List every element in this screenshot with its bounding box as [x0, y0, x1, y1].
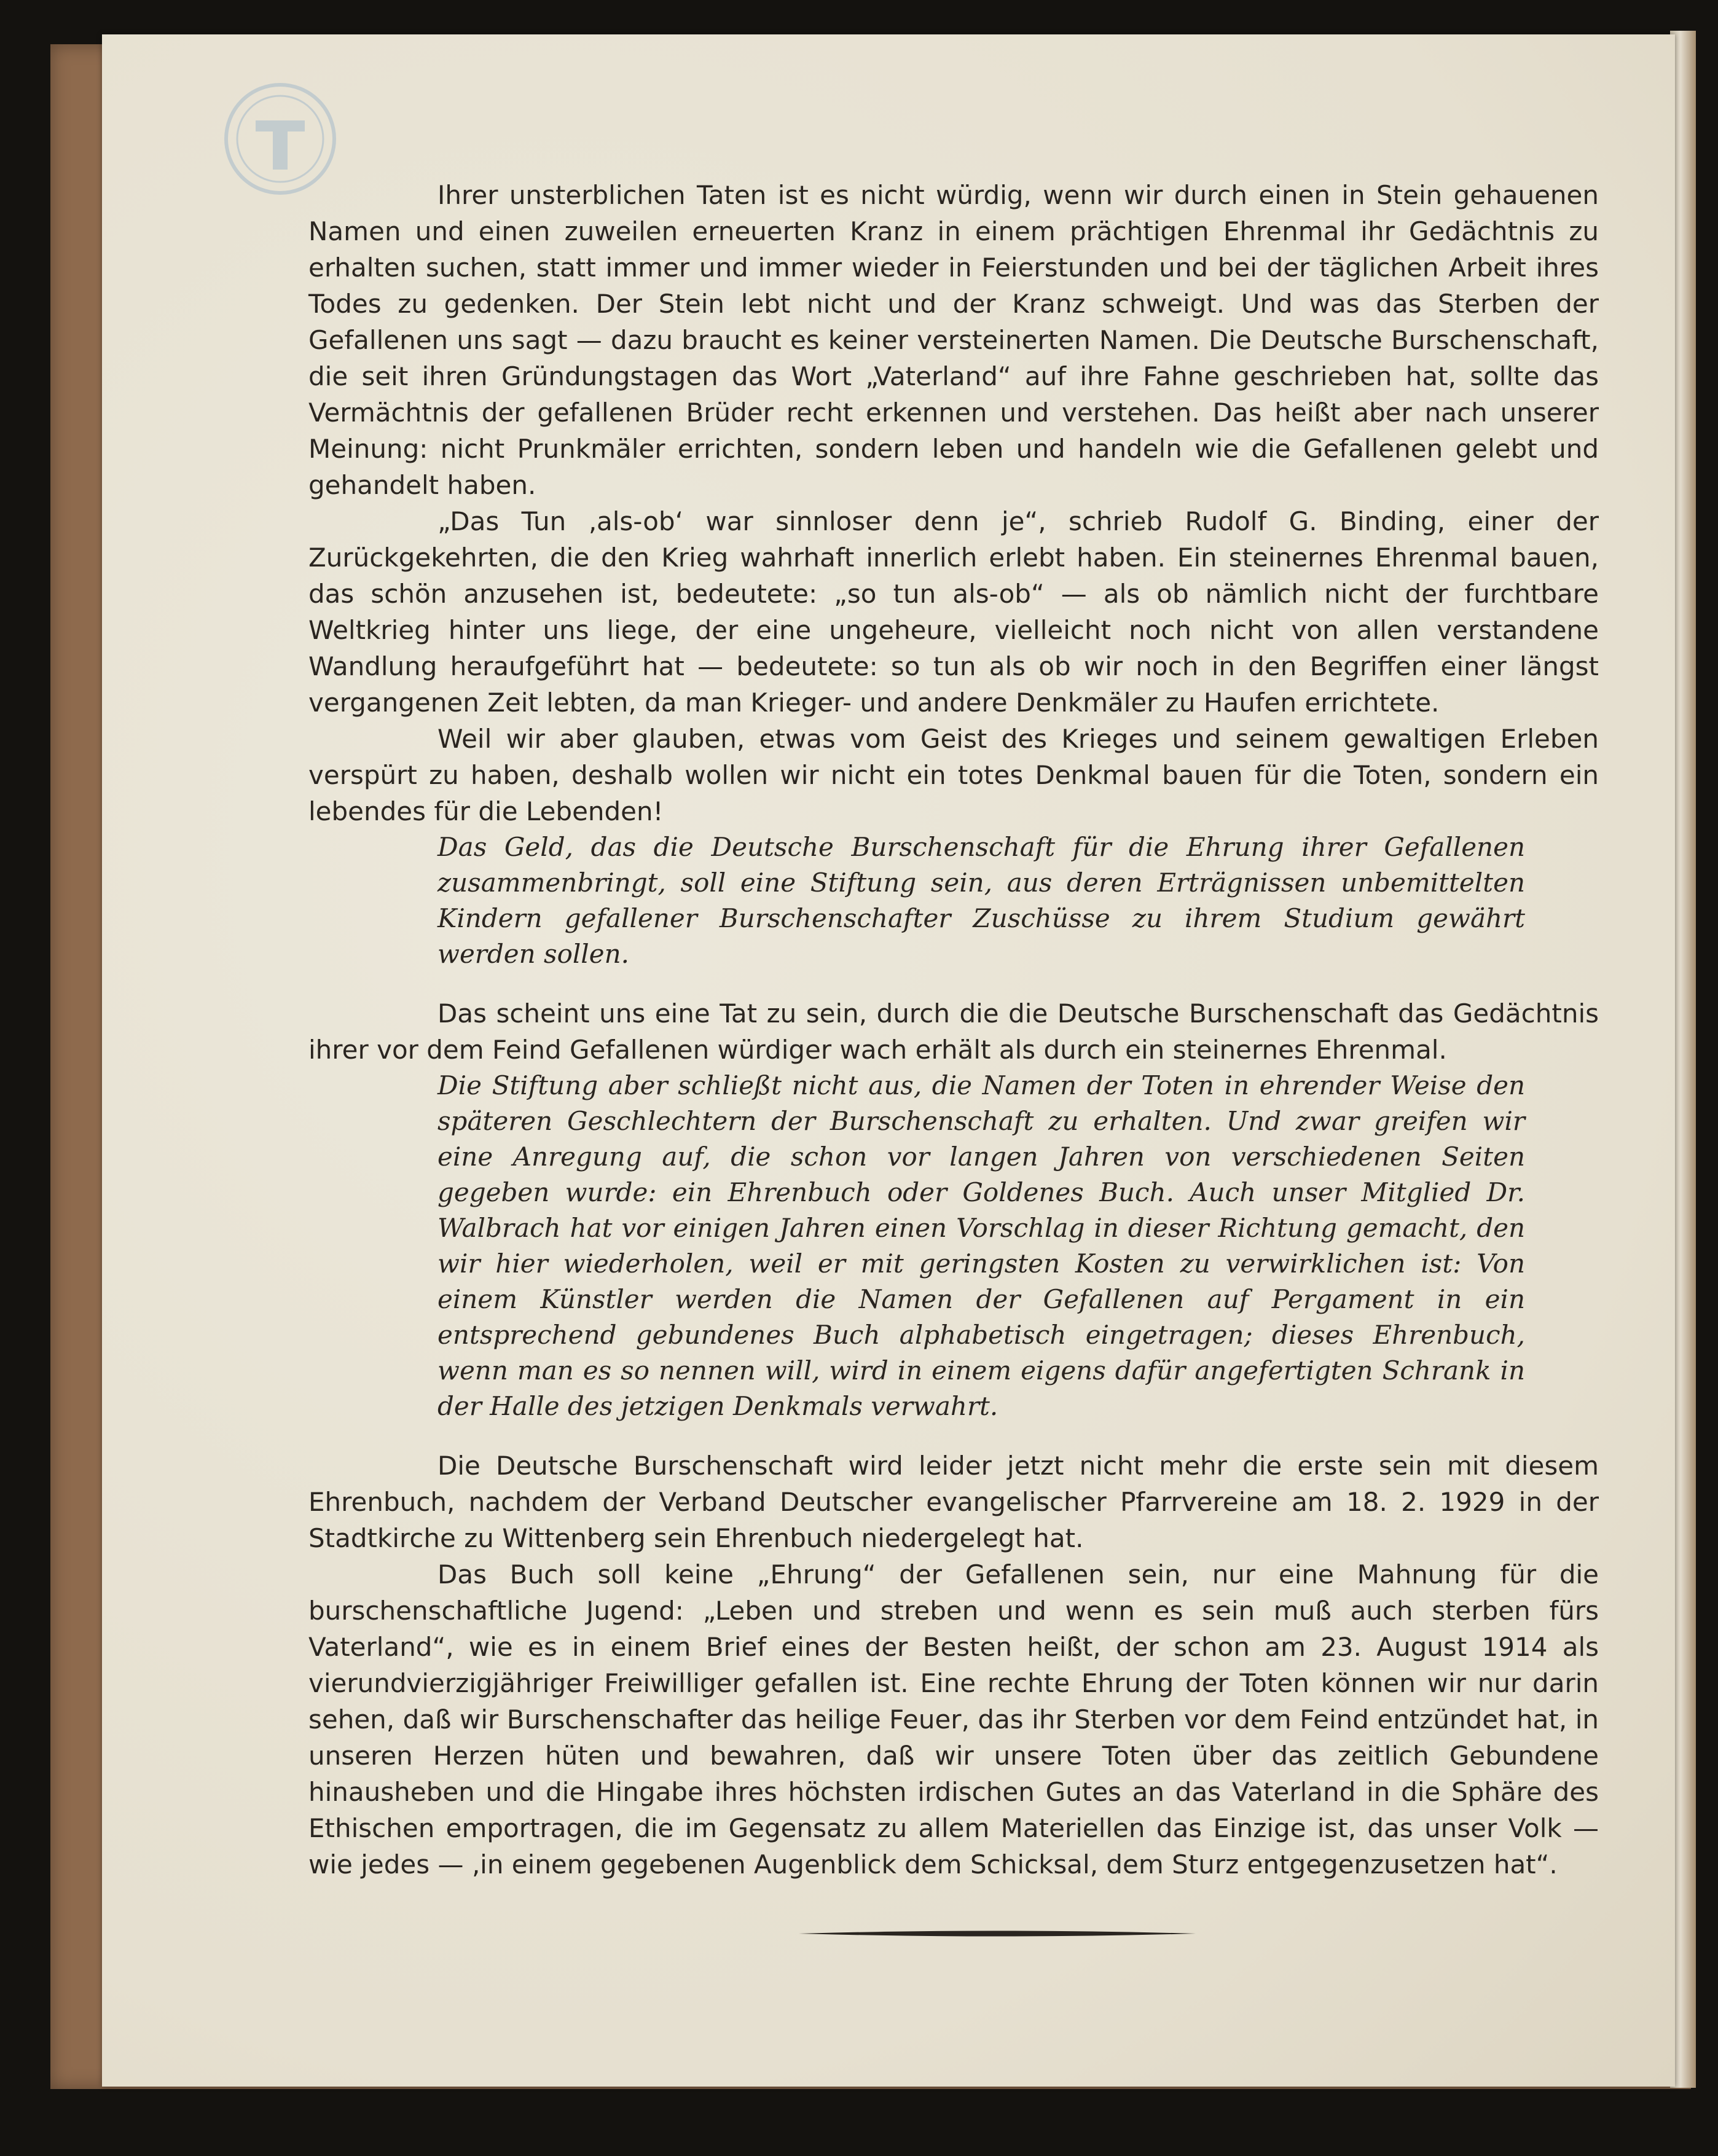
- paragraph-3: Weil wir aber glauben, etwas vom Geist des Krieges und seinem gewaltigen Erleben verspürt zu haben, deshalb wollen wir nicht ein totes Denkmal bauen für die Toten, sondern ein lebendes für die Lebenden!: [308, 724, 1599, 826]
- emphasis-ehrenbuch: Die Stiftung aber schließt nicht aus, die Namen der Toten in ehrender Weise den späteren Geschlechtern der Burschenschaft zu erhalten. Und zwar greifen wir eine Anregung auf, die schon vor langen Jahren von verschiedenen Seiten gegeben wurde: ein Ehrenbuch oder Goldenes Buch. Auch unser Mitglied Dr. Walbrach hat vor einigen Jahren einen Vorschlag in dieser Richtung gemacht, den wir hier wiederholen, weil er mit geringsten Kosten zu verwirklichen ist: Von einem Künstler werden die Namen der Gefallenen auf Pergament in ein entsprechend gebundenes Buch alphabetisch eingetragen; dieses Ehrenbuch, wenn man es so nennen will, wird in einem eigens dafür angefertigten Schrank in der Halle des jetzigen Denkmals verwahrt.: [437, 1070, 1525, 1421]
- paragraph-2: „Das Tun ‚als-ob‘ war sinnloser denn je“, schrieb Rudolf G. Binding, einer der Zurückgekehrten, die den Krieg wahrhaft innerlich erlebt haben. Ein steinernes Ehrenmal bauen, das schön anzusehen ist, bedeutete: „so tun als-ob“ — als ob nämlich nicht der furchtbare Weltkrieg hinter uns liege, der eine ungeheure, vielleicht noch nicht von allen verstandene Wandlung heraufgeführt hat — bedeutete: so tun als ob wir noch in den Begriffen einer längst vergangenen Zeit lebten, da man Krieger- und andere Denkmäler zu Haufen errichtete.: [308, 506, 1599, 718]
- document-page: [102, 34, 1675, 2087]
- body-text: [308, 177, 1599, 1883]
- paragraph-4: Das scheint uns eine Tat zu sein, durch die die Deutsche Burschenschaft das Gedächtnis ihrer vor dem Feind Gefallenen würdiger wach erhält als durch ein steinernes Ehrenmal.: [308, 998, 1599, 1065]
- paragraph-1: Ihrer unsterblichen Taten ist es nicht würdig, wenn wir durch einen in Stein gehauenen Namen und einen zuweilen erneuerten Kranz in einem prächtigen Ehrenmal ihr Gedächtnis zu erhalten suchen, statt immer und immer wieder in Feierstunden und bei der täglichen Arbeit ihres Todes zu gedenken. Der Stein lebt nicht und der Kranz schweigt. Und was das Sterben der Gefallenen uns sagt — dazu braucht es keiner versteinerten Namen. Die Deutsche Burschenschaft, die seit ihren Gründungstagen das Wort „Vaterland“ auf ihre Fahne geschrieben hat, sollte das Vermächtnis der gefallenen Brüder recht erkennen und verstehen. Das heißt aber nach unserer Meinung: nicht Prunkmäler errichten, sondern leben und handeln wie die Gefallenen gelebt und gehandelt haben.: [308, 180, 1599, 500]
- emphasis-stiftung: Das Geld, das die Deutsche Burschenschaft für die Ehrung ihrer Gefallenen zusammenbringt, soll eine Stiftung sein, aus deren Erträgnissen unbemittelten Kindern gefallener Burschenschafter Zuschüsse zu ihrem Studium gewährt werden sollen.: [437, 832, 1525, 969]
- paragraph-5: Die Deutsche Burschenschaft wird leider jetzt nicht mehr die erste sein mit diesem Ehrenbuch, nachdem der Verband Deutscher evangelischer Pfarrvereine am 18. 2. 1929 in der Stadtkirche zu Wittenberg sein Ehrenbuch niedergelegt hat.: [308, 1451, 1599, 1553]
- paragraph-6: Das Buch soll keine „Ehrung“ der Gefallenen sein, nur eine Mahnung für die burschenschaftliche Jugend: „Leben und streben und wenn es sein muß auch sterben fürs Vaterland“, wie es in einem Brief eines der Besten heißt, der schon am 23. August 1914 als vierundvierzigjähriger Freiwilliger gefallen ist. Eine rechte Ehrung der Toten können wir nur darin sehen, daß wir Burschenschafter das heilige Feuer, das ihr Sterben vor dem Feind entzündet hat, in unseren Herzen hüten und bewahren, daß wir unsere Toten über das zeitlich Gebundene hinausheben und die Hingabe ihres höchsten irdischen Gutes an das Vaterland in die Sphäre des Ethischen emportragen, die im Gegensatz zu allem Materiellen das Einzige ist, das unser Volk — wie jedes — ‚in einem gegebenen Augenblick dem Schicksal, dem Sturz entgegenzusetzen hat“.: [308, 1559, 1599, 1880]
- decorative-divider: [799, 1929, 1196, 1938]
